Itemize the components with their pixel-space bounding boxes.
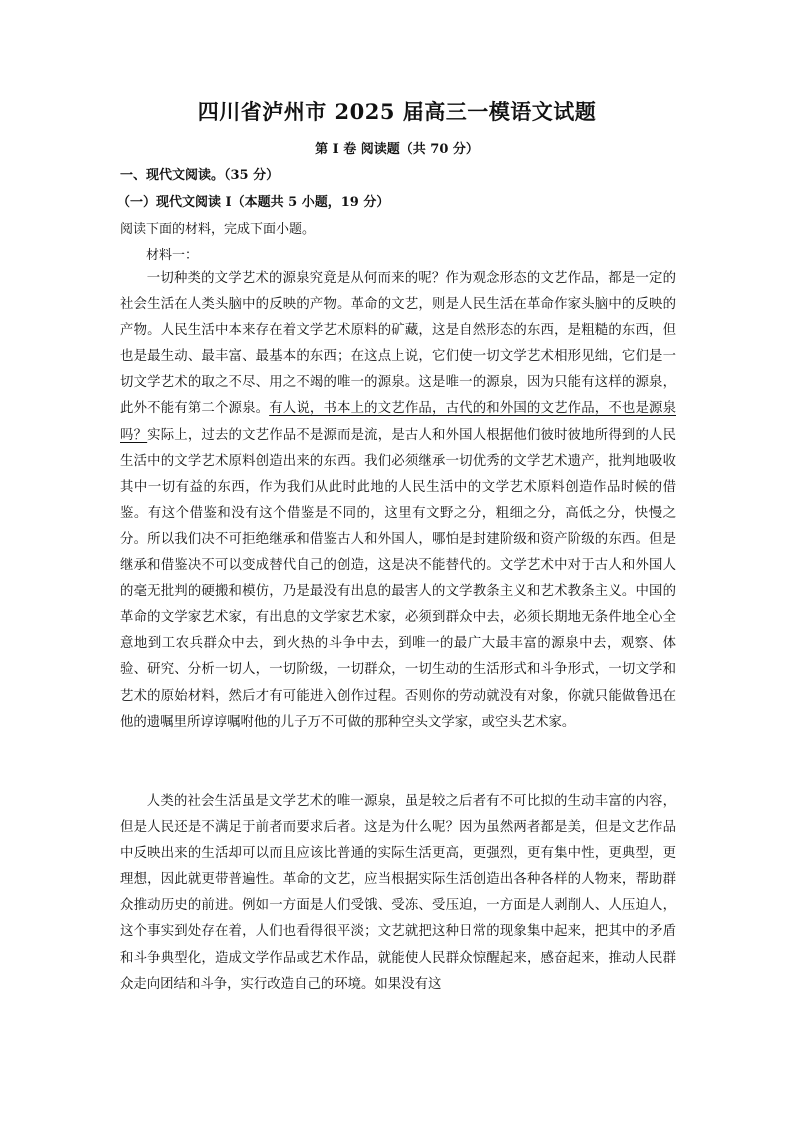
part-title: 第 I 卷 阅读题（共 70 分）: [315, 142, 479, 157]
paragraph-1-text-b: 实际上，过去的文艺作品不是源而是流，是古人和外国人根据他们彼时彼地所得到的人民生活中的文学艺术原料创造出来的东西。我们必须继承一切优秀的文学艺术遗产，批判地吸收其中一切有益的东西，作为我们从此时此地的人民生活中的文学艺术原料创造作品时候的借鉴。有这个借鉴和没有这个借鉴是不同的，这里有文野之分，粗细之分，高低之分，快慢之分。所以我们决不可拒绝继承和借鉴古人和外国人，哪怕是封建阶级和资产阶级的东西。但是继承和借鉴决不可以变成替代自己的创造，这是决不能替代的。文学艺术中对于古人和外国人的毫无批判的硬搬和模仿，乃是最没有出息的最害人的文学教条主义和艺术教条主义。中国的革命的文学家艺术家，有出息的文学家艺术家，必须到群众中去，必须长期地无条件地全心全意地到工农兵群众中去，到火热的斗争中去，到唯一的最广大最丰富的源泉中去，观察、体验、研究、分析一切人，一切阶级，一切群众，一切生动的生活形式和斗争形式，一切文学和艺术的原始材料，然后才有可能进入创作过程。否则你的劳动就没有对象，你就只能做鲁迅在他的遗嘱里所谆谆嘱咐他的儿子万不可做的那种空头文学家，或空头艺术家。: [120, 427, 677, 730]
instruction-text: 阅读下面的材料，完成下面小题。: [120, 222, 316, 237]
subsection-heading-reading-1: （一）现代文阅读 I（本题共 5 小题，19 分）: [117, 195, 390, 210]
exam-title: 四川省泸州市 2025 届高三一模语文试题: [197, 99, 597, 124]
section-heading-modern-reading: 一、现代文阅读。（35 分）: [120, 168, 280, 183]
paragraph-1-text-a: 一切种类的文学艺术的源泉究竟是从何而来的呢？作为观念形态的文艺作品，都是一定的社会生活在人类头脑中的反映的产物。革命的文艺，则是人民生活在革命作家头脑中的反映的产物。人民生活中本来存在着文学艺术原料的矿藏，这是自然形态的东西，是粗糙的东西，但也是最生动、最丰富、最基本的东西；在这点上说，它们使一切文学艺术相形见绌，它们是一切文学艺术的取之不尽、用之不竭的唯一的源泉。这是唯一的源泉，因为只能有这样的源泉，此外不能有第二个源泉。: [120, 271, 676, 417]
material-paragraph-1: [120, 266, 676, 736]
material-label: 材料一：: [146, 248, 199, 263]
underlined-question-sentence: 有人说，书本上的文艺作品，古代的和外国的文艺作品，不也是源泉吗？: [120, 401, 676, 443]
material-paragraph-2: 人类的社会生活虽是文学艺术的唯一源泉，虽是较之后者有不可比拟的生动丰富的内容，但是人民还是不满足于前者而要求后者。这是为什么呢？因为虽然两者都是美，但是文艺作品中反映出来的生活却可以而且应该比普通的实际生活更高，更强烈，更有集中性，更典型，更理想，因此就更带普遍性。革命的文艺，应当根据实际生活创造出各种各样的人物来，帮助群众推动历史的前进。例如一方面是人们受饿、受冻、受压迫，一方面是人剥削人、人压迫人，这个事实到处存在着，人们也看得很平淡；文艺就把这种日常的现象集中起来，把其中的矛盾和斗争典型化，造成文学作品或艺术作品，就能使人民群众惊醒起来，感奋起来，推动人民群众走向团结和斗争，实行改造自己的环境。如果没有这: [120, 794, 676, 992]
